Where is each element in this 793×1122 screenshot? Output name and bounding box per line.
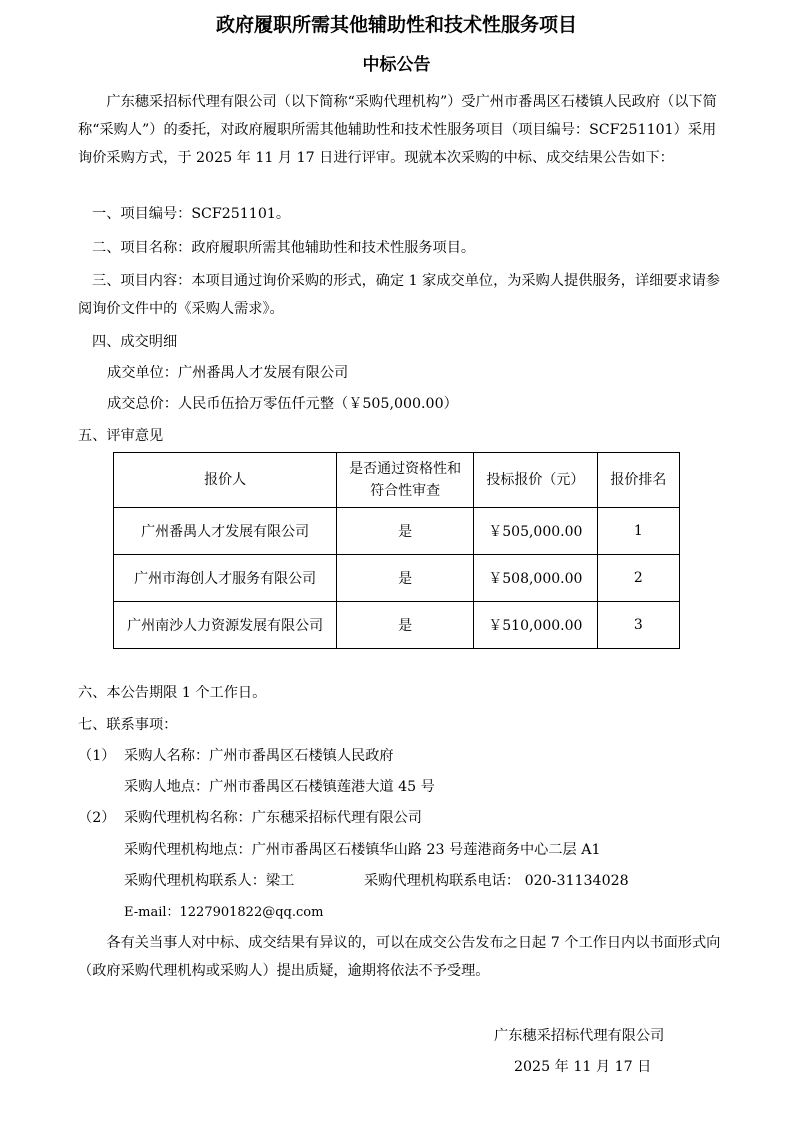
cell-rank: 1 xyxy=(597,508,679,555)
purchaser-name: 采购人名称：广州市番禺区石楼镇人民政府 xyxy=(124,748,394,764)
contact-1-label: （1） xyxy=(78,748,116,764)
cell-qualified: 是 xyxy=(337,508,474,555)
item-project-content: 三、项目内容：本项目通过询价采购的形式，确定 1 家成交单位，为采购人提供服务，详细要求请参阅询价文件中的《采购人需求》。 xyxy=(78,273,721,317)
table-row xyxy=(114,602,680,649)
contact-2-label: （2） xyxy=(78,810,116,826)
intro-paragraph: 广东穗采招标代理有限公司（以下简称“采购代理机构”）受广州市番禺区石楼镇人民政府（以下简称“采购人”）的委托，对政府履职所需其他辅助性和技术性服务项目（项目编号：SCF251101）采用询价采购方式，于 2025 年 11 月 17 日进行评审。现就本次采购的中标、成交结果公告如下： xyxy=(78,94,717,166)
table-row xyxy=(114,555,680,602)
signature-company: 广东穗采招标代理有限公司 xyxy=(494,1028,665,1044)
agency-phone: 采购代理机构联系电话： 020-31134028 xyxy=(364,873,629,889)
document-title: 政府履职所需其他辅助性和技术性服务项目 xyxy=(215,14,577,36)
item-project-name: 二、项目名称：政府履职所需其他辅助性和技术性服务项目。 xyxy=(92,240,476,256)
table-row xyxy=(114,508,680,555)
deal-winner: 成交单位：广州番禺人才发展有限公司 xyxy=(107,365,349,381)
closing-paragraph: 各有关当事人对中标、成交结果有异议的，可以在成交公告发布之日起 7 个工作日内以书面形式向（政府采购代理机构或采购人）提出质疑，逾期将依法不予受理。 xyxy=(78,935,721,979)
cell-bidder: 广州番禺人才发展有限公司 xyxy=(114,508,337,555)
item-announcement-period: 六、本公告期限 1 个工作日。 xyxy=(78,685,267,701)
cell-price: ￥505,000.00 xyxy=(473,508,597,555)
item-contact: 七、联系事项： xyxy=(78,717,178,733)
header-bidder: 报价人 xyxy=(114,453,337,508)
purchaser-address: 采购人地点：广州市番禺区石楼镇莲港大道 45 号 xyxy=(124,779,435,795)
cell-rank: 2 xyxy=(597,555,679,602)
cell-bidder: 广州市海创人才服务有限公司 xyxy=(114,555,337,602)
agency-contact-person: 采购代理机构联系人：梁工 xyxy=(124,873,295,889)
item-deal-details: 四、成交明细 xyxy=(92,334,178,350)
cell-bidder: 广州南沙人力资源发展有限公司 xyxy=(114,602,337,649)
cell-qualified: 是 xyxy=(337,602,474,649)
cell-price: ￥508,000.00 xyxy=(473,555,597,602)
agency-address: 采购代理机构地点：广州市番禺区石楼镇华山路 23 号莲港商务中心二层 A1 xyxy=(124,842,601,858)
item-project-number: 一、项目编号：SCF251101。 xyxy=(92,206,291,222)
cell-qualified: 是 xyxy=(337,555,474,602)
agency-name: 采购代理机构名称：广东穗采招标代理有限公司 xyxy=(124,810,422,826)
header-bid-price: 投标报价（元） xyxy=(473,453,597,508)
header-qualification: 是否通过资格性和符合性审查 xyxy=(337,453,474,508)
cell-rank: 3 xyxy=(597,602,679,649)
signature-date: 2025 年 11 月 17 日 xyxy=(514,1059,652,1075)
cell-price: ￥510,000.00 xyxy=(473,602,597,649)
header-rank: 报价排名 xyxy=(597,453,679,508)
table-header-row xyxy=(114,453,680,508)
deal-total: 成交总价：人民币伍拾万零伍仟元整（￥505,000.00） xyxy=(107,396,458,412)
agency-email: E-mail：1227901822@qq.com xyxy=(124,905,324,920)
evaluation-table xyxy=(113,452,680,649)
item-review-opinion: 五、评审意见 xyxy=(78,428,164,444)
document-subtitle: 中标公告 xyxy=(362,55,431,75)
